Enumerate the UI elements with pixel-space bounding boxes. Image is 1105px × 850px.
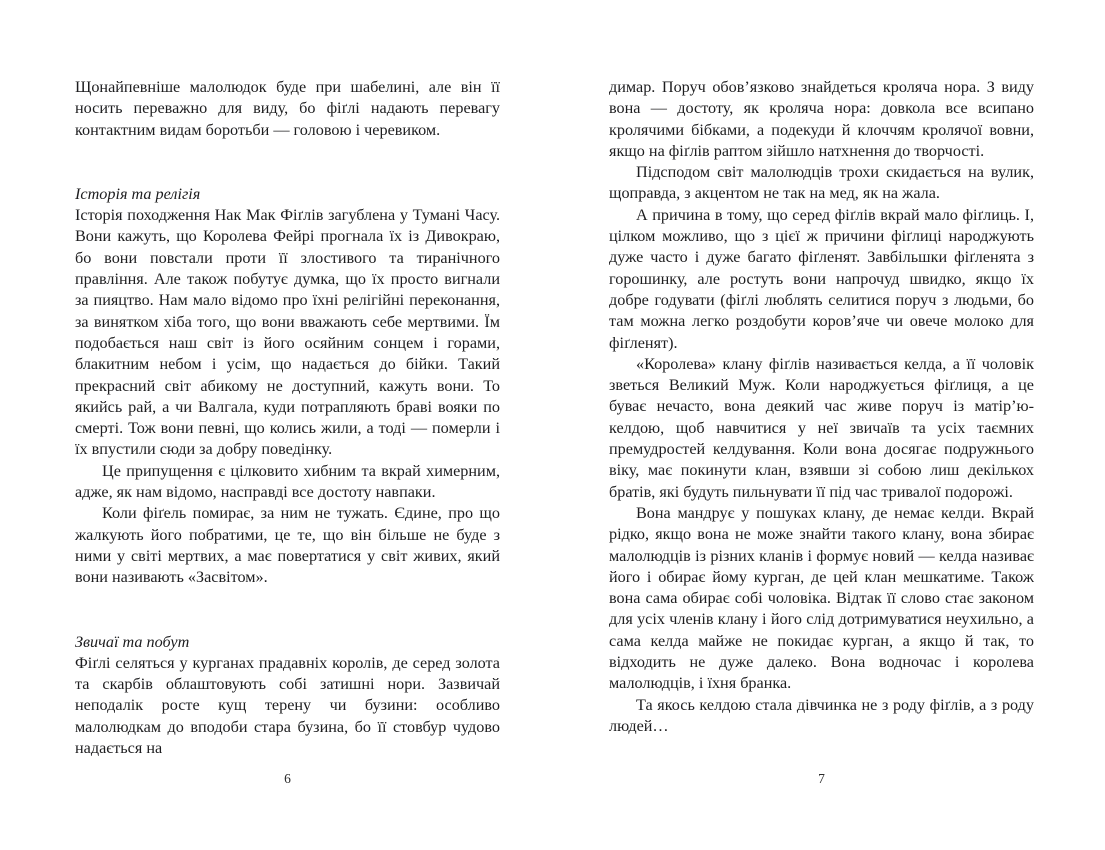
body-paragraph: Коли фіґель помирає, за ним не тужать. Єдине, про що жалкують його побратими, це те, що він більше не буде з ними у світі мертвих, а має повертатися у світ живих, який вони називають «Засвітом». <box>75 504 500 587</box>
body-paragraph: Фіґлі селяться у курганах прадавніх королів, де серед золота та скарбів облаштовують собі затишні нори. Зазвичай неподалік росте кущ терену чи бузини: особливо малолюдкам до вподоби стара бузина, бо її стовбур чудово надається на <box>75 653 500 758</box>
body-paragraph: «Королева» клану фіґлів називається келда, а її чоловік зветься Великий Муж. Коли народжується фіґлиця, а це буває нечасто, вона деякий час живе поруч із матір’ю-келдою, щоб навчитися у неї звичаїв та усіх таємних премудростей келдування. Коли вона досягає подружнього віку, має покинути клан, взявши зі собою лиш декількох братів, які будуть пильнувати її під час тривалої подорожі. <box>609 354 1034 501</box>
left-page-number: 6 <box>284 771 291 786</box>
body-paragraph: димар. Поруч обов’язково знайдеться кроляча нора. З виду вона — достоту, як кроляча нора: довкола все всипано кролячими бібками, а подекуди й клоччям кролячої вовни, якщо на фіґлів раптом зійшло натхнення до творчості. <box>609 78 1034 160</box>
left-page-text <box>75 77 500 759</box>
section-heading: Звичаї та побут <box>75 632 190 651</box>
body-paragraph: Та якось келдою стала дівчинка не з роду фіґлів, а з роду людей… <box>609 695 1034 735</box>
body-paragraph: Це припущення є цілковито хибним та вкрай химерним, адже, як нам відомо, насправді все достоту навпаки. <box>75 461 500 502</box>
body-paragraph: А причина в тому, що серед фіґлів вкрай мало фіґлиць. І, цілком можливо, що з цієї ж причини фіґлиці народжують дуже часто і дуже багато фіґленят. Завбільшки фіґленята з горошинку, але ростуть вони напрочуд швидко, якщо їх добре годувати (фіґлі люблять селитися поруч з людьми, бо там можна легко роздобути коров’яче чи овече молоко для фіґленят). <box>609 205 1034 352</box>
body-paragraph: Вона мандрує у пошуках клану, де немає келди. Вкрай рідко, якщо вона не може знайти такого клану, вона збирає малолюдців із різних кланів і формує новий — келда називає його і обирає йому курган, де цей клан мешкатиме. Також вона сама обирає собі чоловіка. Відтак її слово стає законом для усіх членів клану і його слід дотримуватися неухильно, а сама келда майже не покидає курган, а якщо й так, то відходить не дуже далеко. Вона водночас і королева малолюдців, і їхня бранка. <box>609 503 1034 693</box>
right-page-number: 7 <box>818 771 825 786</box>
left-page <box>0 0 552 850</box>
right-page-text <box>609 77 1034 737</box>
right-page <box>553 0 1105 850</box>
section-heading: Історія та релігія <box>75 184 201 203</box>
body-paragraph: Історія походження Нак Мак Фіґлів загублена у Тумані Часу. Вони кажуть, що Королева Фейрі прогнала їх із Дивокраю, бо вони повстали проти її злостивого та тиранічного правління. Але також побутує думка, що їх просто вигнали за пияцтво. Нам мало відомо про їхні релігійні переконання, за винятком хіба того, що вони вважають себе мертвими. Їм подобається наш світ із його осяйним сонцем і горами, блакитним небом і усім, що надається до бійки. Такий прекрасний світ абикому не доступний, кажуть вони. То якийсь рай, а чи Валгала, куди потрапляють браві вояки по смерті. Тож вони певні, що колись жили, а тоді — померли і їх впустили сюди за добру поведінку. <box>75 206 500 459</box>
body-paragraph: Щонайпевніше малолюдок буде при шабелині, але він її носить переважно для виду, бо фіґлі надають перевагу контактним видам боротьби — головою і черевиком. <box>75 78 500 139</box>
body-paragraph: Підсподом світ малолюдців трохи скидається на вулик, щоправда, з акцентом не так на мед, як на жала. <box>609 163 1034 203</box>
